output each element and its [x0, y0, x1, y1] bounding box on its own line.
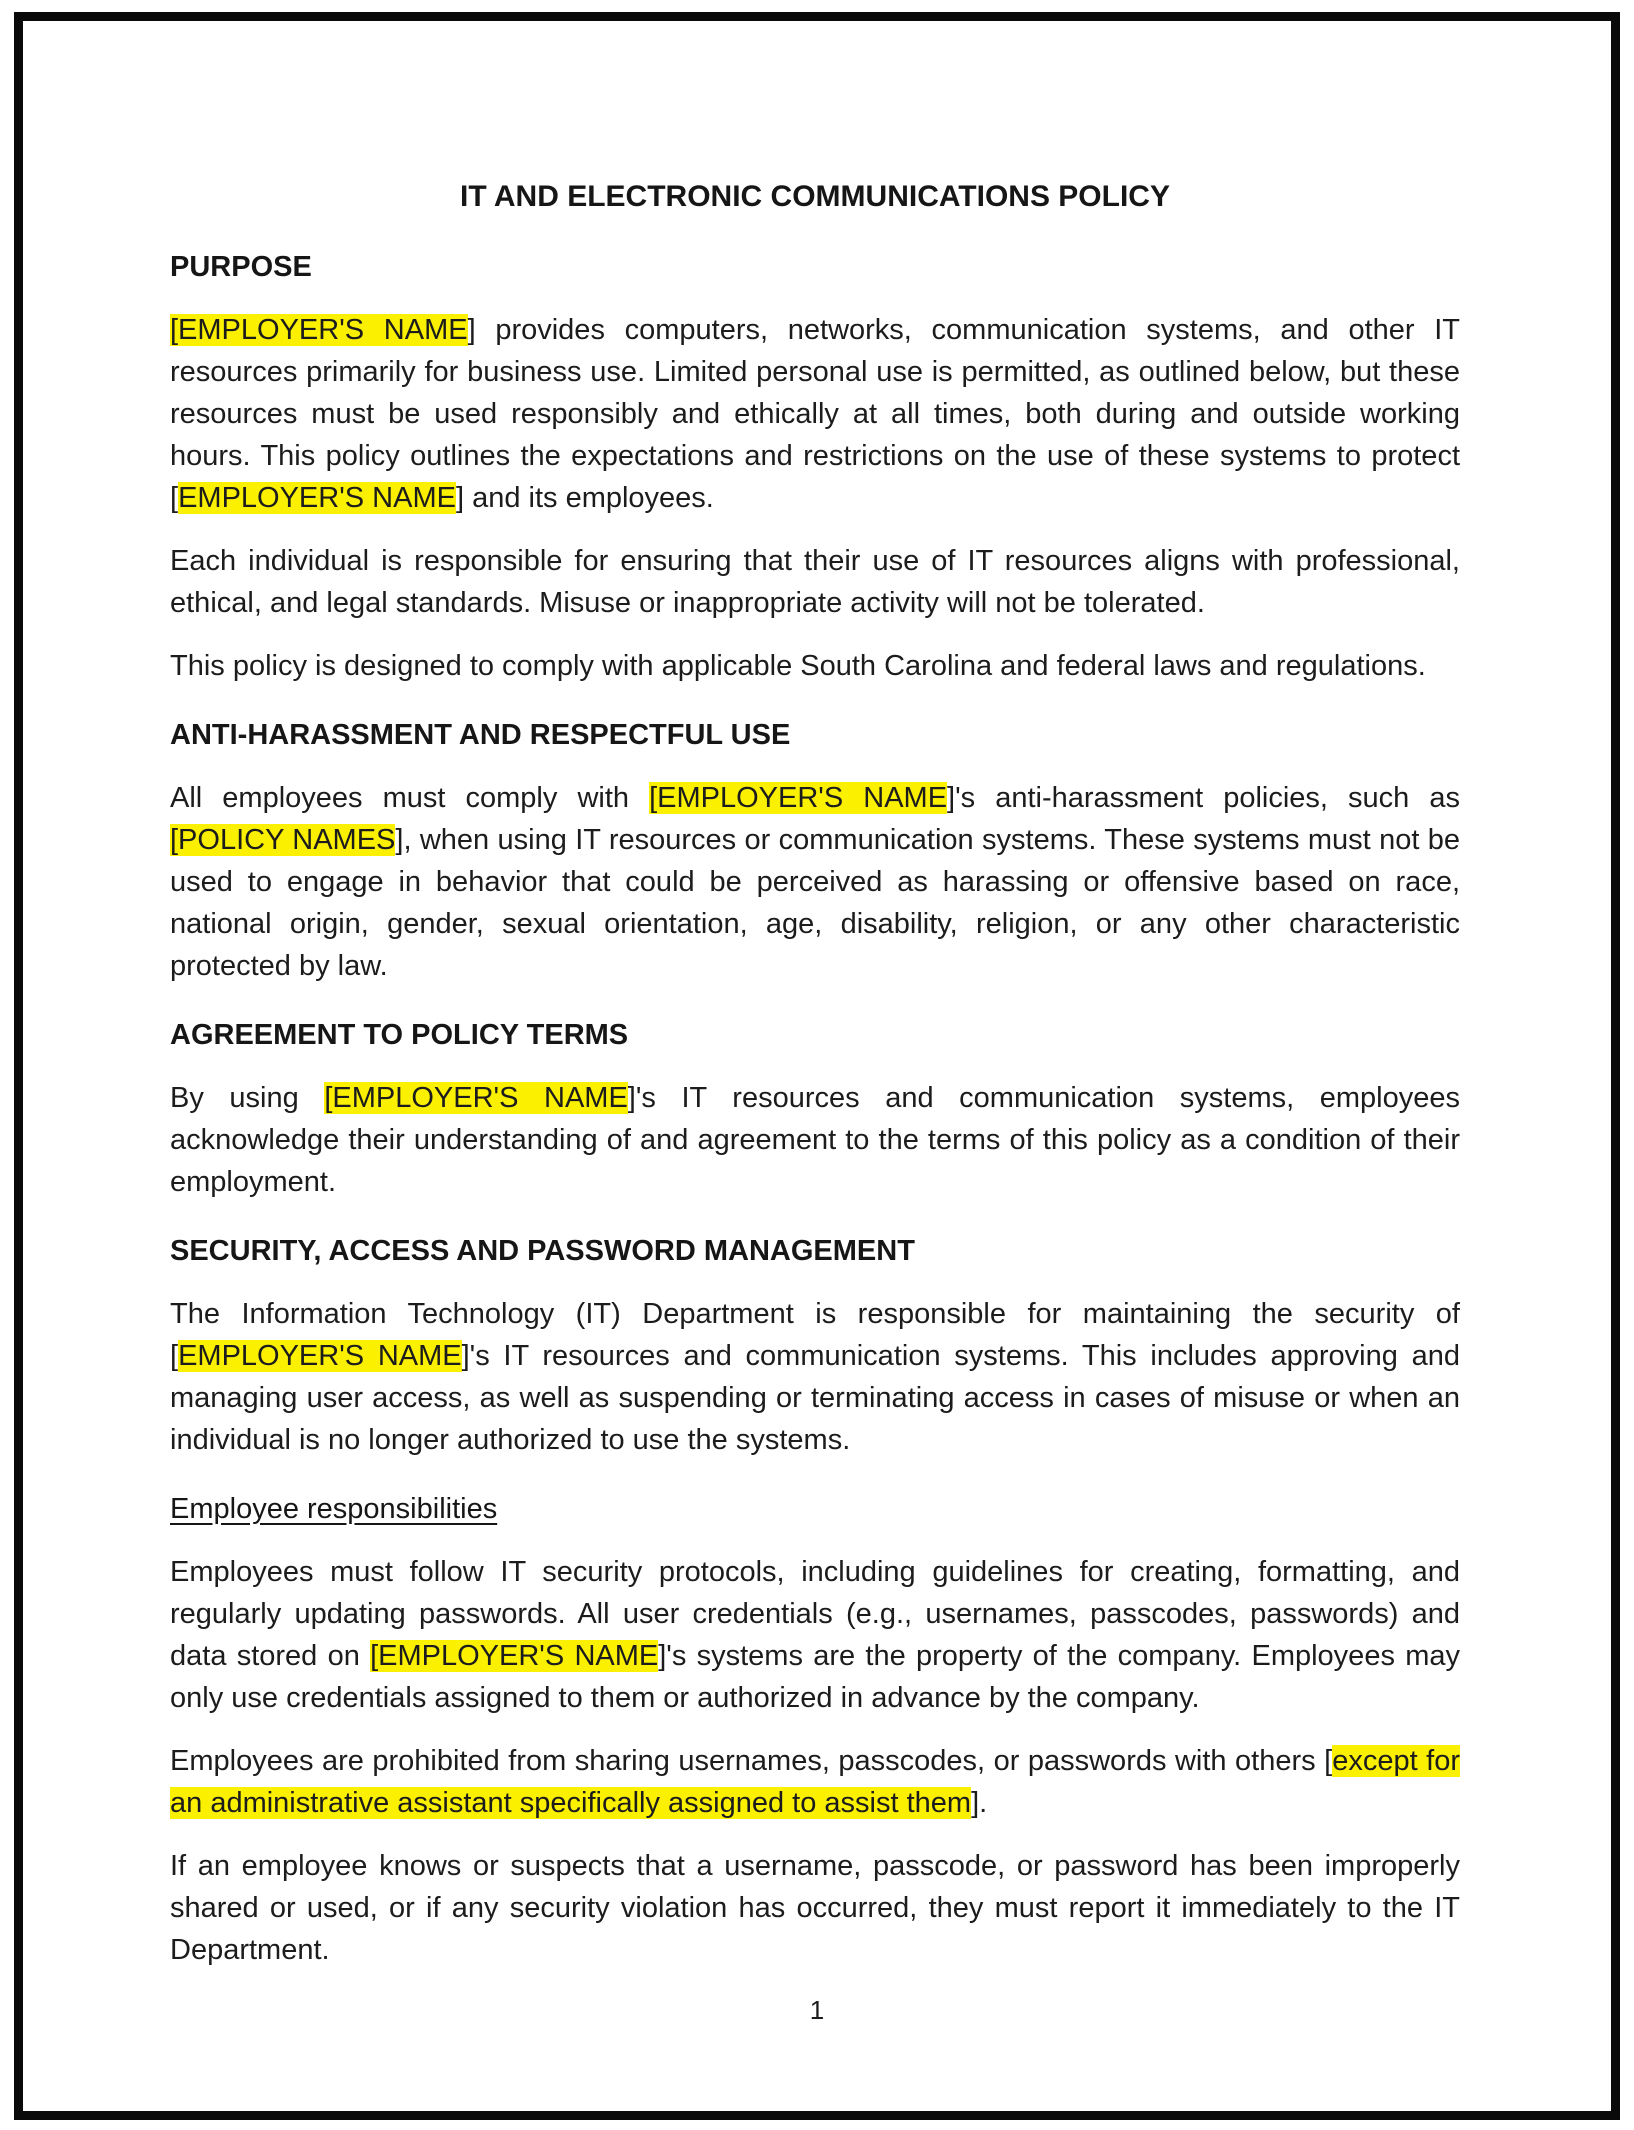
text-run: Each individual is responsible for ensuring that their use of IT resources aligns with professional, ethical, and legal standards. Misuse or inappropriate activity will not be tolerated. — [170, 545, 1460, 619]
document-content — [170, 176, 1460, 1992]
text-run: Employees are prohibited from sharing usernames, passcodes, or passwords with others [ — [170, 1745, 1333, 1777]
paragraph — [170, 1740, 1460, 1824]
text-run: ]'s IT resources and communication systems. This includes approving and managing user access, as well as suspending or terminating access in cases of misuse or when an individual is no longer authorized to use the systems. — [170, 1340, 1460, 1456]
paragraph — [170, 540, 1460, 624]
section-heading: ANTI-HARASSMENT AND RESPECTFUL USE — [170, 719, 791, 751]
page-number: 1 — [809, 1995, 825, 2025]
text-run: ]'s systems are the property of the company. Employees may only use credentials assigned to them or authorized in advance by the company. — [170, 1640, 1460, 1714]
highlighted-placeholder: [EMPLOYER'S NAME — [170, 314, 468, 346]
text-run: ]'s anti-harassment policies, such as — [947, 782, 1461, 814]
text-run: This policy is designed to comply with applicable South Carolina and federal laws and regulations. — [170, 650, 1426, 682]
text-run: By using — [170, 1082, 325, 1114]
section-heading: SECURITY, ACCESS AND PASSWORD MANAGEMENT — [170, 1235, 915, 1267]
text-run: If an employee knows or suspects that a username, passcode, or password has been improperly shared or used, or if any security violation has occurred, they must report it immediately to the IT Department. — [170, 1850, 1460, 1966]
paragraph — [170, 1845, 1460, 1971]
highlighted-placeholder: [EMPLOYER'S NAME — [324, 1082, 628, 1114]
highlighted-placeholder: EMPLOYER'S NAME — [178, 1340, 462, 1372]
paragraph — [170, 1293, 1460, 1461]
text-run: ]'s IT resources and communication systems, employees acknowledge their understanding of and agreement to the terms of this policy as a condition of their employment. — [170, 1082, 1460, 1198]
paragraph — [170, 309, 1460, 519]
paragraph — [170, 1077, 1460, 1203]
text-run: Employees must follow IT security protocols, including guidelines for creating, formatting, and regularly updating passwords. All user credentials (e.g., usernames, passcodes, passwords) and data stored on — [170, 1556, 1460, 1672]
paragraph — [170, 777, 1460, 987]
highlighted-placeholder: [EMPLOYER'S NAME — [370, 1640, 659, 1672]
paragraph — [170, 645, 1460, 687]
text-run: The Information Technology (IT) Department is responsible for maintaining the security of [ — [170, 1298, 1460, 1372]
text-run: All employees must comply with — [170, 782, 650, 814]
text-run: ], when using IT resources or communication systems. These systems must not be used to engage in behavior that could be perceived as harassing or offensive based on race, national origin, gender, sexual orientation, age, disability, religion, or any other characteristic protected by law. — [170, 824, 1461, 982]
paragraph — [170, 1551, 1460, 1719]
highlighted-placeholder: except for an administrative assistant specifically assigned to assist them — [170, 1745, 1461, 1819]
section-heading: PURPOSE — [170, 251, 312, 283]
text-run: ] and its employees. — [455, 482, 714, 514]
subsection-heading: Employee responsibilities — [170, 1493, 498, 1525]
document-body — [170, 246, 1460, 1971]
section-heading: AGREEMENT TO POLICY TERMS — [170, 1019, 629, 1051]
document-title: IT AND ELECTRONIC COMMUNICATIONS POLICY — [460, 180, 1170, 213]
text-run: ]. — [971, 1787, 988, 1819]
highlighted-placeholder: EMPLOYER'S NAME — [178, 482, 456, 514]
highlighted-placeholder: [POLICY NAMES — [170, 824, 396, 856]
highlighted-placeholder: [EMPLOYER'S NAME — [649, 782, 948, 814]
text-run: ] provides computers, networks, communication systems, and other IT resources primarily for business use. Limited personal use is permitted, as outlined below, but these resources must be used responsibly and ethically at all times, both during and outside working hours. This policy outlines the expectations and restrictions on the use of these systems to protect [ — [170, 314, 1461, 514]
